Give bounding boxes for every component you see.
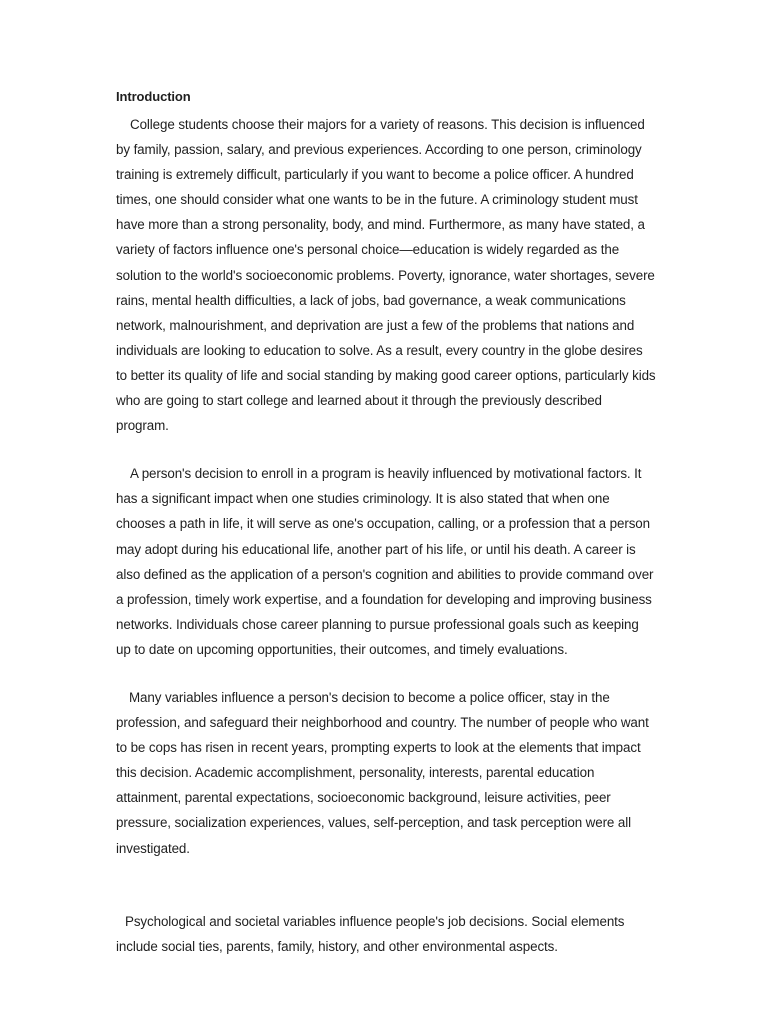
document-body [116, 88, 656, 959]
paragraph-1: College students choose their majors for a variety of reasons. This decision is influenced by family, passion, salary, and previous experiences. According to one person, criminology training is extremely difficult, particularly if you want to become a police officer. A hundred times, one should consider what one wants to be in the future. A criminology student must have more than a strong personality, body, and mind. Furthermore, as many have stated, a variety of factors influence one's personal choice—education is widely regarded as the solution to the world's socioeconomic problems. Poverty, ignorance, water shortages, severe rains, mental health difficulties, a lack of jobs, bad governance, a weak communications network, malnourishment, and deprivation are just a few of the problems that nations and individuals are looking to education to solve. As a result, every country in the globe desires to better its quality of life and social standing by making good career options, particularly kids who are going to start college and learned about it through the previously described program. [116, 117, 656, 434]
paragraph-2: A person's decision to enroll in a program is heavily influenced by motivational factors. It has a significant impact when one studies criminology. It is also stated that when one chooses a path in life, it will serve as one's occupation, calling, or a profession that a person may adopt during his educational life, another part of his life, or until his death. A career is also defined as the application of a person's cognition and abilities to provide command over a profession, timely work expertise, and a foundation for developing and improving business networks. Individuals chose career planning to pursue professional goals such as keeping up to date on upcoming opportunities, their outcomes, and timely evaluations. [116, 466, 654, 657]
section-heading: Introduction [116, 89, 191, 104]
paragraph-4: Psychological and societal variables influence people's job decisions. Social elements include social ties, parents, family, history, and other environmental aspects. [116, 913, 625, 954]
paragraph-3: Many variables influence a person's decision to become a police officer, stay in the profession, and safeguard their neighborhood and country. The number of people who want to be cops has risen in recent years, prompting experts to look at the elements that impact this decision. Academic accomplishment, personality, interests, parental education attainment, parental expectations, socioeconomic background, leisure activities, peer pressure, socialization experiences, values, self-perception, and task perception were all investigated. [116, 689, 649, 856]
